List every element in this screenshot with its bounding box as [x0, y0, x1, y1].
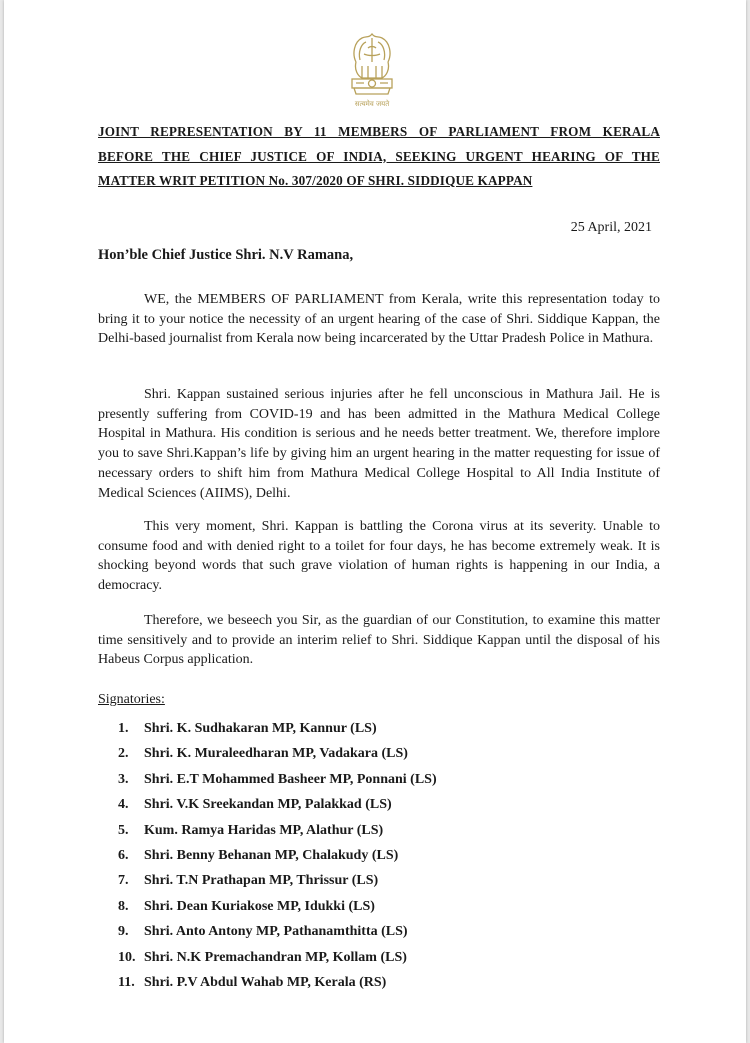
- signatory-name: Shri. Benny Behanan MP, Chalakudy (LS): [144, 847, 399, 863]
- signatory-item: [118, 843, 437, 868]
- signatory-name: Shri. K. Muraleedharan MP, Vadakara (LS): [144, 746, 408, 762]
- signatory-number: 2.: [118, 746, 129, 762]
- salutation: Hon’ble Chief Justice Shri. N.V Ramana,: [98, 247, 354, 263]
- title-line: BEFORE THE CHIEF JUSTICE OF INDIA, SEEKING URGENT HEARING OF THE: [98, 148, 660, 164]
- signatories-list: [118, 716, 437, 995]
- title-line: MATTER WRIT PETITION No. 307/2020 OF SHRI. SIDDIQUE KAPPAN: [98, 173, 533, 188]
- paragraph-1: WE, the MEMBERS OF PARLIAMENT from Kerala, write this representation today to bring it to your notice the necessity of an urgent hearing of the case of Shri. Siddique Kappan, the Delhi-based journalist from Kerala now being incarcerated by the Uttar Pradesh Police in Mathura.: [98, 292, 660, 347]
- title-line: JOINT REPRESENTATION BY 11 MEMBERS OF PARLIAMENT FROM KERALA: [98, 124, 660, 139]
- signatory-item: [118, 945, 437, 970]
- signatory-item: [118, 716, 437, 741]
- signatory-number: 1.: [118, 721, 129, 736]
- svg-text:सत्यमेव जयते: सत्यमेव जयते: [354, 100, 390, 108]
- document-title: [98, 120, 660, 194]
- signatory-name: Shri. N.K Premachandran MP, Kollam (LS): [144, 949, 407, 965]
- signatory-name: Shri. P.V Abdul Wahab MP, Kerala (RS): [144, 974, 387, 990]
- signatory-name: Kum. Ramya Haridas MP, Alathur (LS): [144, 822, 384, 838]
- paragraph-2: Shri. Kappan sustained serious injuries after he fell unconscious in Mathura Jail. He is presently suffering from COVID-19 and has been admitted in the Mathura Medical College Hospital in Mathura. His condition is serious and he needs better treatment. We, therefore implore you to save Shri.Kappan’s life by giving him an urgent hearing in the matter requesting for issue of necessary orders to shift him from Mathura Medical College Hospital to All India Institute of Medical Sciences (AIIMS), Delhi.: [98, 387, 660, 501]
- paragraph-4: Therefore, we beseech you Sir, as the guardian of our Constitution, to examine this matter time sensitively and to provide an interim relief to Shri. Siddique Kappan until the disposal of his Habeus Corpus application.: [98, 613, 660, 668]
- signatory-number: 5.: [118, 822, 129, 838]
- letter-date: 25 April, 2021: [570, 220, 652, 235]
- signatory-item: [118, 868, 437, 893]
- signatory-item: [118, 792, 437, 817]
- paragraph-3: This very moment, Shri. Kappan is battling the Corona virus at its severity. Unable to consume food and with denied right to a toilet for four days, he has become extremely weak. It is shocking beyond words that such grave violation of human rights is happening in our India, a democracy.: [98, 519, 660, 594]
- signatory-number: 7.: [118, 873, 129, 889]
- signatory-number: 10.: [118, 949, 136, 965]
- signatory-number: 8.: [118, 898, 129, 914]
- signatory-item: [118, 970, 437, 995]
- signatory-name: Shri. Anto Antony MP, Pathanamthitta (LS): [144, 924, 408, 940]
- document-page: [4, 0, 746, 1043]
- signatory-name: Shri. T.N Prathapan MP, Thrissur (LS): [144, 873, 379, 889]
- signatory-number: 9.: [118, 924, 129, 940]
- signatory-name: Shri. Dean Kuriakose MP, Idukki (LS): [144, 898, 375, 914]
- signatory-name: Shri. K. Sudhakaran MP, Kannur (LS): [144, 721, 377, 736]
- signatory-item: [118, 894, 437, 919]
- signatory-item: [118, 818, 437, 843]
- signatory-name: Shri. V.K Sreekandan MP, Palakkad (LS): [144, 797, 392, 813]
- signatory-name: Shri. E.T Mohammed Basheer MP, Ponnani (LS): [144, 771, 437, 787]
- signatory-number: 11.: [118, 974, 135, 990]
- signatory-item: [118, 919, 437, 944]
- signatory-number: 6.: [118, 847, 129, 863]
- signatory-number: 4.: [118, 797, 129, 813]
- signatories-heading: Signatories:: [98, 692, 165, 707]
- signatory-item: [118, 767, 437, 792]
- signatory-item: [118, 741, 437, 766]
- signatory-number: 3.: [118, 771, 129, 787]
- national-emblem-icon: [342, 26, 402, 116]
